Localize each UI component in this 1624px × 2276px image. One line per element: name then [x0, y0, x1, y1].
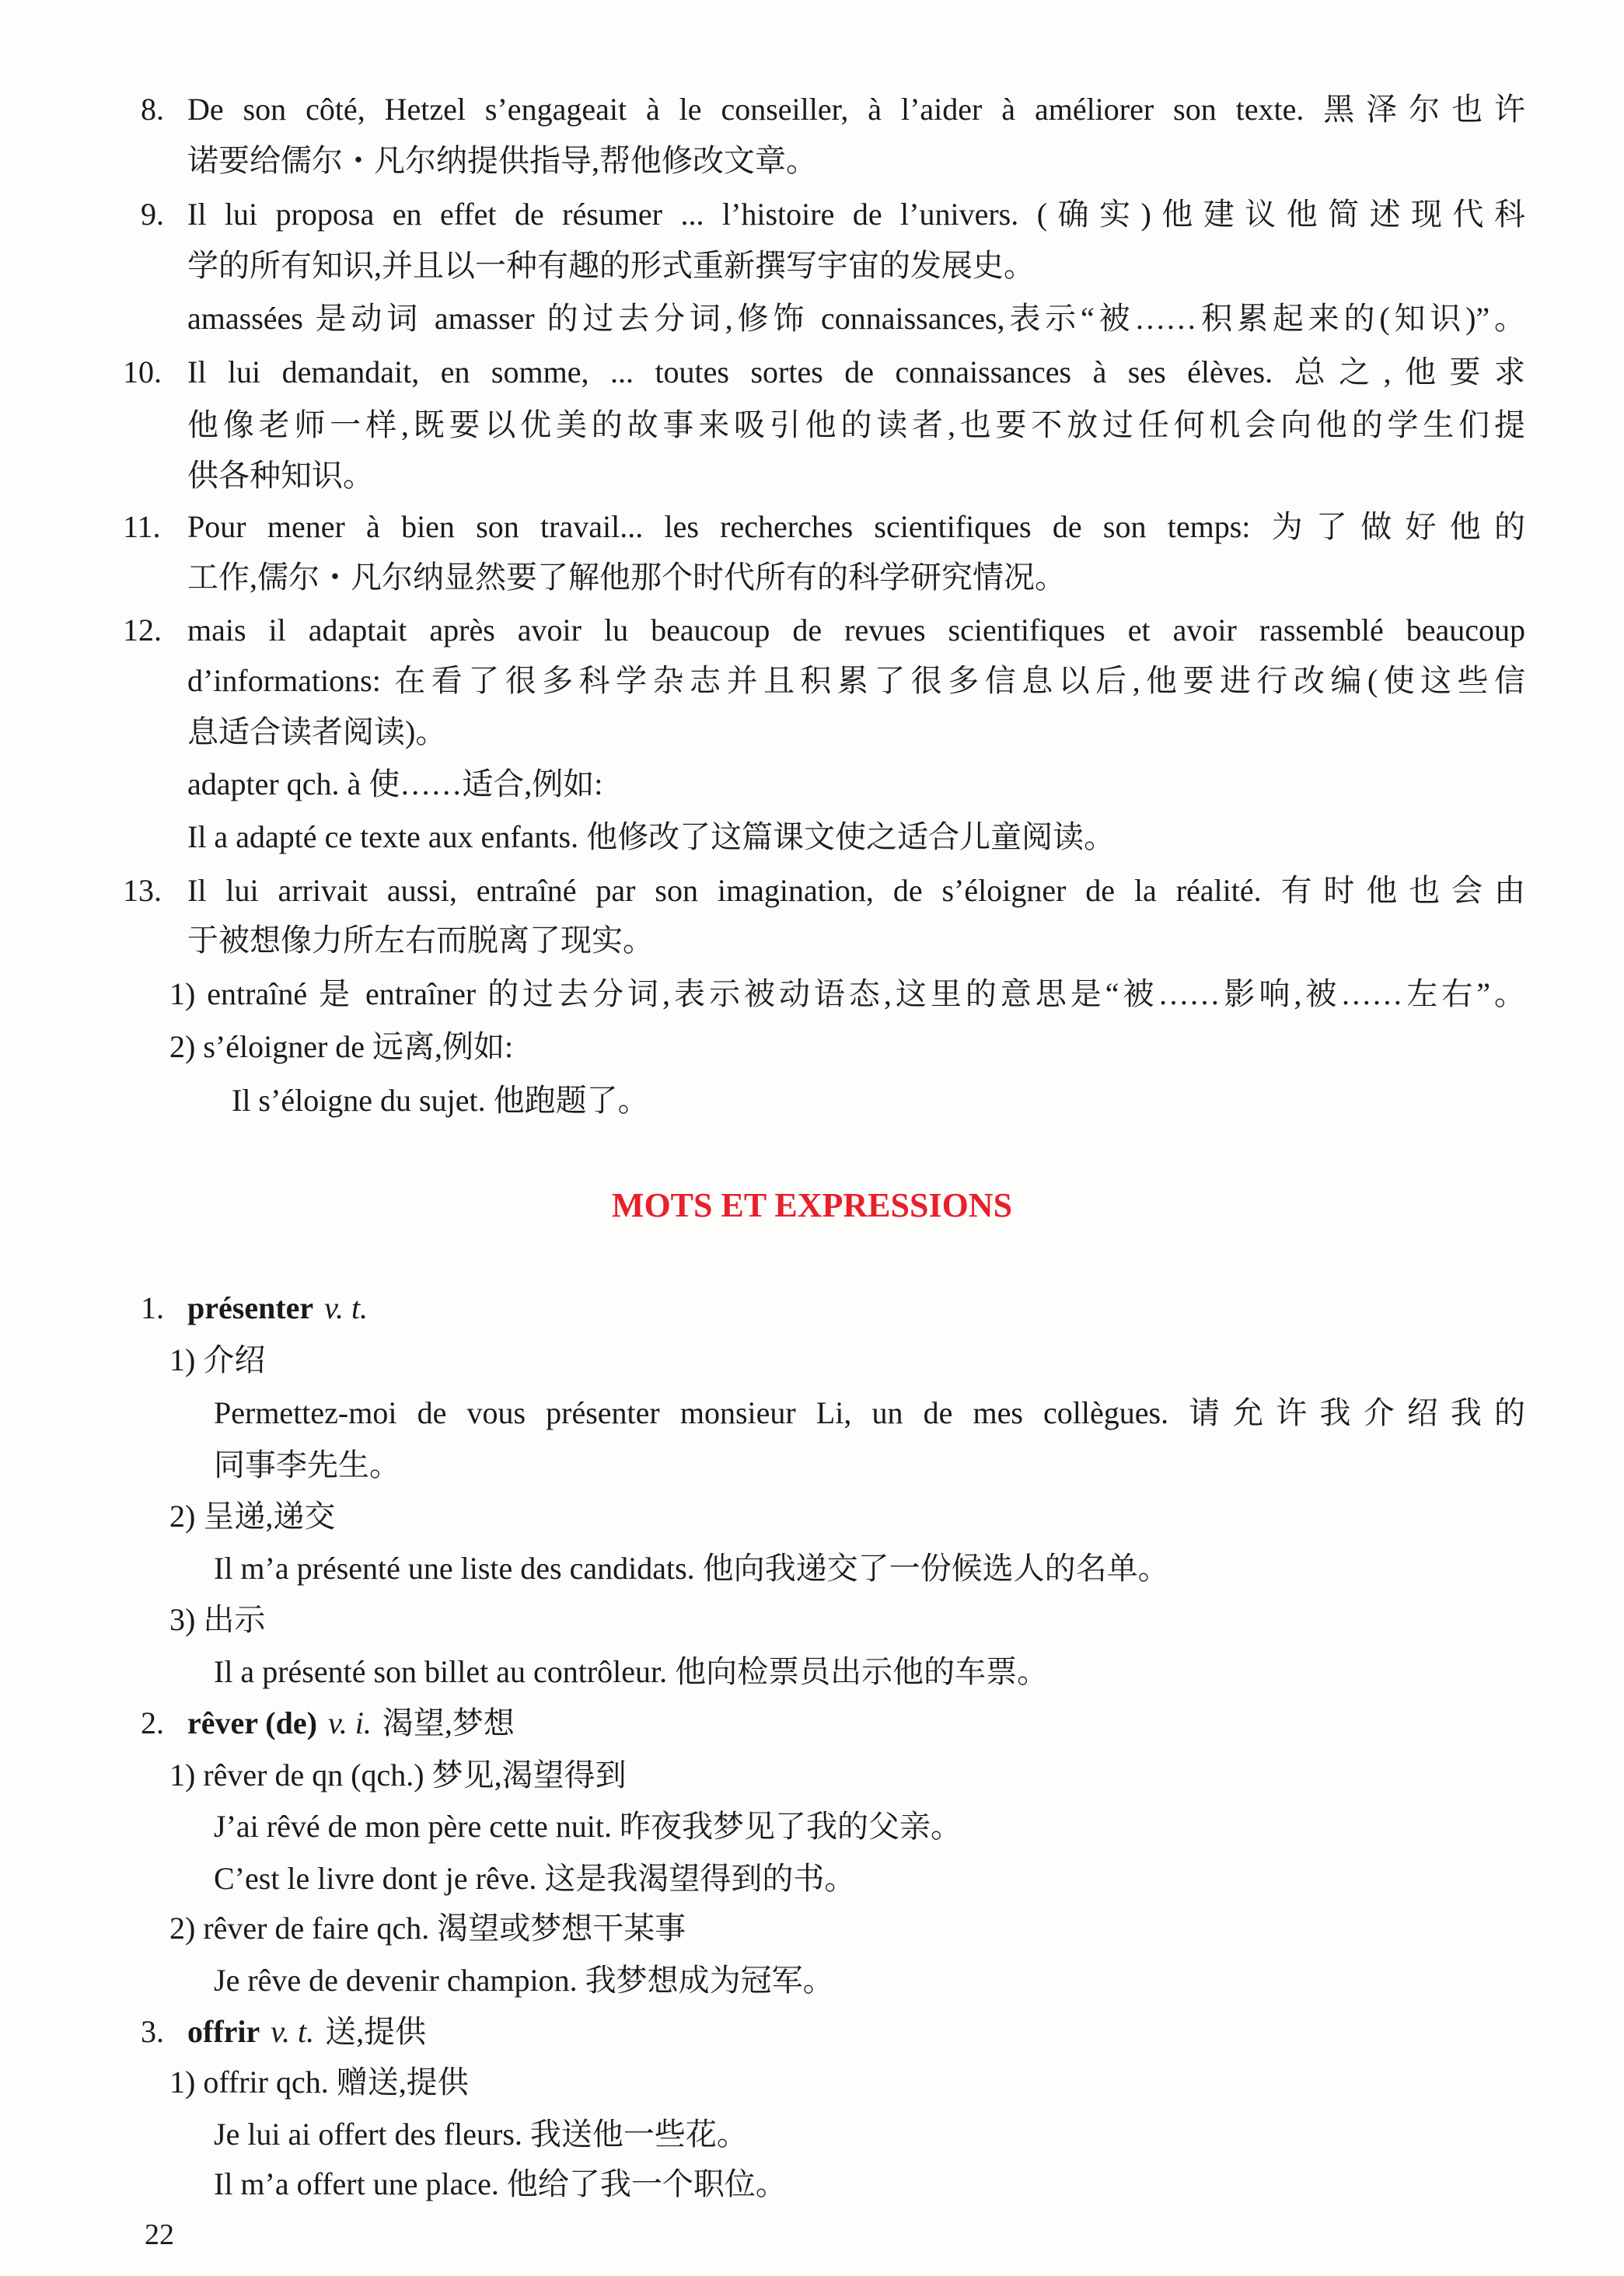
- gloss: 渴望,梦想: [382, 1705, 515, 1740]
- text-line: Pour mener à bien son travail... les recherches scientifiques de son temps: 为了做好他的: [187, 509, 1525, 544]
- item-number: 1.: [141, 1290, 164, 1325]
- item-number: 13.: [123, 873, 162, 908]
- text-line: 工作,儒尔・凡尔纳显然要了解他那个时代所有的科学研究情况。: [187, 560, 1066, 595]
- text-line: Permettez-moi de vous présenter monsieur Li, un de mes collègues. 请允许我介绍我的: [214, 1395, 1525, 1430]
- text-line: Il lui proposa en effet de résumer ... l’histoire de l’univers. (确实)他建议他简述现代科: [187, 197, 1525, 232]
- text-line: 2) 呈递,递交: [169, 1499, 336, 1534]
- item-number: 3.: [141, 2014, 164, 2049]
- text-line: 于被想像力所左右而脱离了现实。: [187, 923, 654, 958]
- text-line: 他像老师一样,既要以优美的故事来吸引他的读者,也要不放过任何机会向他的学生们提: [187, 407, 1525, 442]
- text-line: mais il adaptait après avoir lu beaucoup de revues scientifiques et avoir rassemblé beaucoup: [187, 613, 1525, 648]
- headword: offrir: [187, 2014, 260, 2049]
- text-line: Il a adapté ce texte aux enfants. 他修改了这篇课文使之适合儿童阅读。: [187, 819, 1116, 854]
- text-line: 同事李先生。: [214, 1447, 400, 1482]
- item-number: 11.: [123, 509, 161, 544]
- text-line: J’ai rêvé de mon père cette nuit. 昨夜我梦见了我的父亲。: [214, 1809, 962, 1844]
- item-number: 9.: [141, 197, 164, 232]
- text-line: 诺要给儒尔・凡尔纳提供指导,帮他修改文章。: [187, 143, 817, 178]
- text-line: 1) 介绍: [169, 1342, 266, 1377]
- text-line: De son côté, Hetzel s’engageait à le conseiller, à l’aider à améliorer son texte. 黑泽尔也许: [187, 92, 1525, 127]
- part-of-speech: v. t.: [324, 1290, 368, 1325]
- part-of-speech: v. i.: [327, 1705, 372, 1740]
- item-number: 2.: [141, 1705, 164, 1740]
- entry-headword-line: [187, 1698, 515, 1749]
- text-line: Je rêve de devenir champion. 我梦想成为冠军。: [214, 1963, 834, 1998]
- text-line: Il lui arrivait aussi, entraîné par son imagination, de s’éloigner de la réalité. 有时他也会由: [187, 873, 1525, 908]
- text-line: 2) s’éloigner de 远离,例如:: [169, 1029, 514, 1064]
- headword: présenter: [187, 1290, 314, 1325]
- part-of-speech: v. t.: [271, 2014, 315, 2049]
- page-number: 22: [145, 2218, 174, 2251]
- text-line: 3) 出示: [169, 1602, 266, 1637]
- text-line: 2) rêver de faire qch. 渴望或梦想干某事: [169, 1911, 686, 1946]
- text-line: d’informations: 在看了很多科学杂志并且积累了很多信息以后,他要进行改编(使这些信: [187, 663, 1525, 698]
- item-number: 12.: [123, 613, 162, 648]
- entry-headword-line: [187, 1283, 379, 1334]
- text-line: 1) rêver de qn (qch.) 梦见,渴望得到: [169, 1758, 627, 1793]
- gloss: 送,提供: [325, 2014, 427, 2049]
- section-title: MOTS ET EXPRESSIONS: [611, 1186, 1013, 1224]
- text-line: 学的所有知识,并且以一种有趣的形式重新撰写宇宙的发展史。: [187, 248, 1035, 283]
- text-line: Il s’éloigne du sujet. 他跑题了。: [232, 1083, 649, 1118]
- text-line: 息适合读者阅读)。: [187, 714, 447, 749]
- text-line: 供各种知识。: [187, 458, 374, 493]
- text-line: Il m’a offert une place. 他给了我一个职位。: [214, 2166, 787, 2201]
- text-line: Il lui demandait, en somme, ... toutes sortes de connaissances à ses élèves. 总之,他要求: [187, 354, 1525, 389]
- text-line: 1) entraîné 是 entraîner 的过去分词,表示被动语态,这里的意思是“被……影响,被……左右”。: [169, 976, 1525, 1011]
- text-line: C’est le livre dont je rêve. 这是我渴望得到的书。: [214, 1861, 856, 1896]
- text-line: Il m’a présenté une liste des candidats. 他向我递交了一份候选人的名单。: [214, 1551, 1169, 1586]
- text-line: amassées 是动词 amasser 的过去分词,修饰 connaissances,表示“被……积累起来的(知识)”。: [187, 301, 1525, 336]
- item-number: 8.: [141, 92, 164, 127]
- text-line: Il a présenté son billet au contrôleur. 他向检票员出示他的车票。: [214, 1654, 1049, 1689]
- text-line: 1) offrir qch. 赠送,提供: [169, 2065, 469, 2100]
- text-line: Je lui ai offert des fleurs. 我送他一些花。: [214, 2117, 748, 2152]
- headword: rêver (de): [187, 1705, 317, 1740]
- entry-headword-line: [187, 2006, 426, 2058]
- text-line: adapter qch. à 使……适合,例如:: [187, 766, 603, 801]
- item-number: 10.: [123, 354, 162, 389]
